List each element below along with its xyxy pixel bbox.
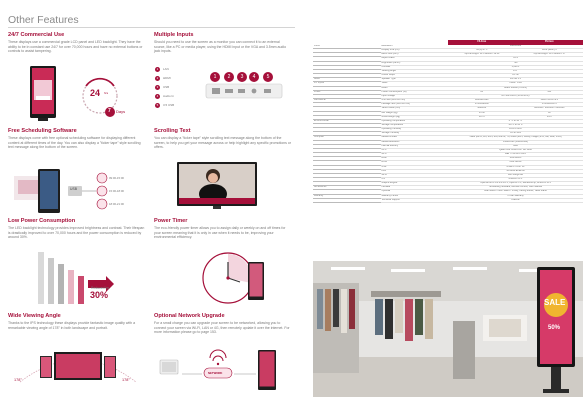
spec-value-cell: Audio Socket (3.5mm) [448,86,583,90]
feature-title: Free Scheduling Software [8,128,77,134]
spec-value-cell: 8GB [448,144,583,148]
spec-value-cell: 400x400 / 600x400 / 800x400 [516,107,584,111]
spec-key-cell: Storage Temperature [381,123,449,127]
spec-key-cell: Audio [381,86,449,90]
reduced-by-value: 30% [90,290,109,300]
spec-value-cell: Android 5.1.1 [448,178,583,182]
spec-key-cell: Viewing Angle [381,69,449,73]
spec-category-cell: Mechanical [313,99,381,103]
spec-key-cell: Storage Humidity [381,132,449,136]
feature-title: Optional Network Upgrade [154,313,225,319]
feature-body: These displays come with free optional scheduling software for displaying different content at different times of the day. You can also display a "ticker tape" style scrolling text message along the bottom of the screen. [8,136,141,150]
spec-value-cell: 38 [516,111,584,115]
spec-key-cell: Internal Memory [381,144,449,148]
promo-screen-sub: 50% [548,325,561,331]
spec-key-cell: Speaker Type [381,78,449,82]
spec-key-cell: ROM [381,161,449,165]
feature-title: Low Power Consumption [8,218,76,224]
feature-body: The eco-friendly power timer allows you to assign daily or weekly on and off times for your screen meaning that it is only in use when it needs to be, improving your environmental efficiency. [154,226,286,240]
port-item [155,94,174,99]
port-label: HDMI [163,76,171,80]
port-label: USB [163,85,170,89]
port-item [155,76,171,81]
spec-value-cell: Quad Core Cortex A17 RK 3288 [448,148,583,152]
feature-body: For a small charge you can upgrade your screen to be networked, allowing you to connect your screen via Wi-Fi, LAN or 4G, then remotely update it over the internet. For more information please go to page 153. [154,321,290,335]
spec-value-cell: 178° [448,69,583,73]
feature-title: Power Timer [154,218,188,224]
spec-category-cell: Computer [313,136,381,140]
port-callout-5: 5 [263,72,273,82]
feature-title: Multiple Inputs [154,32,194,38]
promo-screen-title: SALE [544,298,566,307]
feature-body: These displays use a commercial grade LCD panel and LED backlight. They have the ability to be in constant use 24/7 for over 70,000 hours and have no external buttons or controls to assist tampering. [8,40,143,54]
spec-value-cell: 1212x708.9x79.3 [516,99,584,103]
spec-value-cell: 1700x948x90 [448,103,516,107]
port-item [155,67,169,72]
spec-value-cell: OpenGL ES 1.1/2.0/3.0/3.1, OpenCL 1.1, Renderscript, DirectX9 11.1 [448,182,583,186]
spec-value-cell: 700 [448,61,583,65]
port-number: 2 [156,76,159,80]
port-callout-3: 3 [237,72,247,82]
spec-value-cell: 3 Year Warranty [448,194,583,198]
spec-category-cell: Audio [313,78,381,82]
spec-row [313,198,583,202]
port-label: 3.5 USB [163,103,175,107]
spec-value-cell: 16:9 [448,57,583,61]
spec-value-cell: Scheduling Software, Remote Control, User Manual [448,186,583,190]
port-panel-illustration [204,72,286,100]
store-photo [313,261,583,397]
feature-body: Thanks to the IPS technology these displays provide fantastic image quality with a remarkable viewing angle of 178° in both landscape and portrait. [8,321,136,330]
feature-scheduling [8,128,146,150]
spec-key-cell: USB [381,165,449,169]
spec-category-cell: Accessories [313,186,381,190]
port-list [155,66,200,114]
badge-hrs: hrs [104,91,109,95]
spec-value-cell: HDMI / VGA [448,82,583,86]
spec-key-cell: Display Size (cm) [381,49,449,53]
spec-key-cell: Warranty Period [381,194,449,198]
port-callout-1: 1 [210,72,220,82]
spec-key-cell: Contrast [381,65,449,69]
spec-header-cell: FS-0xxx [448,40,516,45]
time-slot: 15:00-18:00 [109,189,124,193]
spec-value-cell: 1920x1080 (1080x1920) [448,140,583,144]
spec-key-cell: Gross Weight (kg) [381,115,449,119]
spec-key-cell: Net Weight (kg) [381,111,449,115]
spec-value-cell: 1700x985x170 [516,103,584,107]
spec-value-cell: 1209 (width) 4 [516,49,584,53]
badge-days: Days [116,109,126,114]
feature-title: 24/7 Commercial Use [8,32,65,38]
clock-timer-illustration [200,250,268,306]
title-divider [8,27,295,28]
spec-value-cell: AC 100~240V (50Hz/60Hz) [448,94,583,98]
spec-value-cell: 8GB NAND [448,161,583,165]
spec-value-cell: 18.70 [448,115,516,119]
spec-value-cell: 20% to 80% [448,128,583,132]
spec-value-cell: 10/100M Ethernet [448,169,583,173]
port-item [155,103,174,108]
spec-key-cell: VESA Holes (mm) [381,107,449,111]
spec-key-cell: GPU [381,153,449,157]
spec-value-cell: 2GB DDR3 [448,157,583,161]
port-callout-2: 2 [224,72,234,82]
angle-left-label: 178° [14,378,22,382]
spec-key-cell: Operating Humidity [381,128,449,132]
feature-low-power [8,218,146,240]
spec-value-cell: 44.6 [516,115,584,119]
spec-key-cell: Video [381,82,449,86]
spec-value-cell: Wall Mount / Floor Stand / Trolley, Ceiling Mount, Table Stand [448,190,583,194]
feature-body: Should you need to use the screen as a monitor you can connect it to an external source, like a PC or media player, using the HDMI input or the VGA and 3.5mm audio jack inputs. [154,40,287,54]
port-label: Audio In [163,94,175,98]
spec-value-cell: Top-Left-Right: 12.4 Bottom: 18.10 [448,53,516,57]
page-title: Other Features [8,14,79,26]
feature-power-timer [154,218,292,240]
feature-scrolling-text [154,128,292,150]
feature-body: You can display a "ticker tape" style scrolling text message along the bottom of the screen, to help you get your message across or help highlight any specific promotions or offers. [154,136,291,150]
spec-value-cell: 145 [516,90,584,94]
spec-value-cell: Mali T764 MP4 GPU [448,153,583,157]
feature-title: Scrolling Text [154,128,191,134]
spec-key-cell: Media Formats [381,136,449,140]
power-reduction-illustration [36,246,126,306]
feature-body: The LED backlight technology provides improved brightness and contrast. Their lifespan is drastically improved to over 70,000 hours and the power consumption is reduced by around 30%. [8,226,145,240]
network-illustration [158,348,282,392]
spec-key-cell: Graphic Engine [381,182,449,186]
spec-value-cell: 5% to 95% [448,132,583,136]
spec-value-cell: -20°C to 60°C [448,123,583,127]
network-label: NETWORK [208,371,223,375]
feature-commercial-use [8,32,144,54]
spec-key-cell: OS [381,178,449,182]
scrolling-text-illustration [177,162,257,210]
spec-key-cell: Wi-Fi [381,173,449,177]
spec-value-cell: 94 (L)/37.5 [448,49,516,53]
spec-category-cell: Warranty [313,194,381,198]
usb-label: USB [70,187,77,191]
spec-key-cell: Resolution [381,45,449,49]
spec-key-cell: Optional [381,190,449,194]
scheduling-illustration [12,166,144,216]
feature-multiple-inputs [154,32,292,54]
port-label: LAN [163,67,169,71]
spec-value-cell: 16.7M [448,74,583,78]
time-slot: 18:00-21:00 [109,202,124,206]
spec-key-cell: Brightness (cd/m²) [381,61,449,65]
spec-header-cell: FS-0xxx [516,40,584,45]
spec-value-cell: 400x200 [448,107,516,111]
spec-value-cell: 0 °C to 40 °C [448,119,583,123]
reduced-by-label: Reduced by [91,286,110,290]
spec-value-cell: 1920x1080 [448,45,583,49]
spec-category-cell: Environmental [313,119,381,123]
totem-display-illustration [20,66,132,122]
spec-value-cell: USB2.0 HOST x2 [448,165,583,169]
spec-value-cell: Feet1210x90 [448,99,516,103]
spec-value-cell: Top-Left-Right: 12.4 Bottom: 17 [516,53,584,57]
spec-category-cell: PC Inputs [313,82,381,86]
spec-key-cell: Colour Depth [381,74,449,78]
badge-7: 7 [108,108,111,114]
spec-key-cell: Bezel Size (mm) [381,53,449,57]
spec-key-cell: Media Resolution [381,140,449,144]
port-number: 5 [156,103,159,107]
viewing-angle-illustration [14,344,142,388]
spec-key-cell: CPU [381,148,449,152]
spec-value-cell: 802.11b/g/n/ac [448,173,583,177]
spec-key-cell: RAM [381,157,449,161]
port-number: 1 [156,67,159,71]
spec-value-cell: 2W 8Ω x 2 [448,78,583,82]
port-callout-4: 4 [249,72,259,82]
port-number: 3 [156,85,159,89]
feature-wide-viewing [8,313,146,330]
port-number: 4 [156,94,159,98]
badge-24: 24 [90,88,101,98]
spec-key-cell: Aspect Ratio [381,57,449,61]
spec-value-cell: Lifetime [448,198,583,202]
spec-key-cell: LAN [381,169,449,173]
spec-category-cell: Power [313,90,381,94]
spec-key-cell: Operating Temperature [381,119,449,123]
spec-value-cell: 1,000:1 [448,65,583,69]
spec-value-cell: Video (MPG, AVI, MP4, RM, RMVB, TS, Audio (MP3, WMA), Image (JPG, GIF, BMP, PNG) [448,136,583,140]
spec-key-cell: Input Voltage [381,94,449,98]
feature-title: Wide Viewing Angle [8,313,61,319]
feature-network-upgrade [154,313,292,335]
spec-category-cell: Panel [313,45,381,49]
spec-table-body [313,45,583,202]
angle-right-label: 178° [122,378,130,382]
spec-value-cell: 80 [448,90,516,94]
spec-key-cell: Power Consumption (W) [381,90,449,94]
spec-key-cell: Technical Support [381,198,449,202]
spec-key-cell: Unit Size (WxHxD mm) [381,99,449,103]
spec-value-cell: 15.30 [448,111,516,115]
port-item [155,85,169,90]
spec-key-cell: Included [381,186,449,190]
spec-category-cell [313,198,381,202]
spec-key-cell: Package Size (WxHxD mm) [381,103,449,107]
spec-table [313,40,583,203]
time-slot: 09:00-15:00 [109,176,124,180]
